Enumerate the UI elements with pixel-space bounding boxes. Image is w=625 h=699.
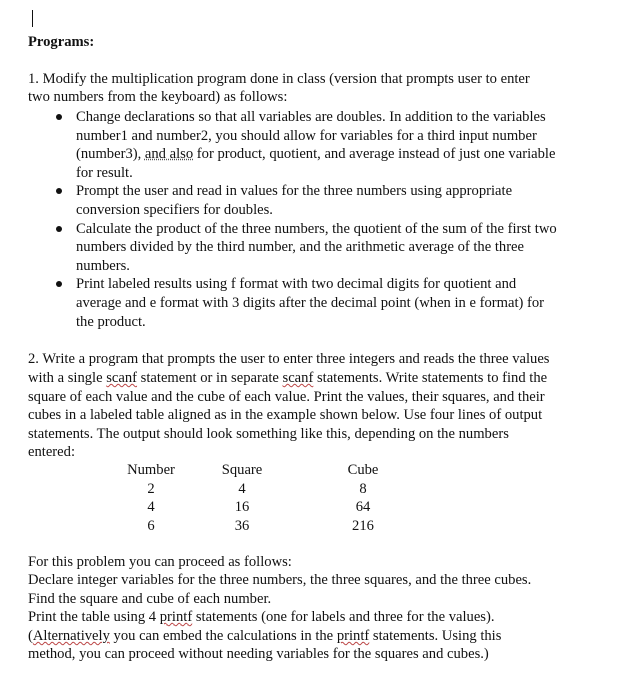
bullet-item	[28, 220, 614, 276]
text-run: (number3),	[76, 146, 145, 163]
text-cursor[interactable]	[32, 10, 33, 27]
text-run: statements. Write statements to find the	[313, 370, 548, 386]
text-run: for product, quotient, and average instead of just one variable	[193, 146, 556, 163]
problem2-line: cubes in a labeled table aligned as in the example shown below. Use four lines of output	[28, 407, 543, 423]
spell-flagged-text: Alternatively	[32, 628, 110, 644]
column-header-number: Number	[127, 462, 175, 478]
example-output-table	[118, 461, 426, 535]
problem1-intro-line: two numbers from the keyboard) as follows:	[28, 89, 288, 105]
problem2-line	[28, 369, 614, 388]
table-cell: 2	[147, 480, 155, 497]
table-cell: 36	[234, 517, 250, 534]
bullet-icon	[56, 114, 62, 120]
table-cell: 4	[238, 480, 246, 497]
bullet-line: conversion specifiers for doubles.	[76, 201, 273, 218]
bullet-line: numbers.	[76, 257, 130, 274]
instruction-line: method, you can proceed without needing variables for the squares and cubes.)	[28, 646, 489, 662]
problem1-intro-line: 1. Modify the multiplication program done in class (version that prompts user to enter	[28, 71, 530, 87]
text-run: statements. Using this	[369, 628, 502, 644]
table-cell: 6	[147, 517, 155, 534]
table-row	[118, 480, 426, 499]
spell-flagged-text: printf	[159, 609, 193, 625]
problem2-line: 2. Write a program that prompts the user to enter three integers and reads the three values	[28, 351, 550, 367]
bullet-line: Change declarations so that all variables are doubles. In addition to the variables	[76, 109, 546, 125]
bullet-line: Print labeled results using f format with two decimal digits for quotient and	[76, 276, 517, 293]
bullet-line: number1 and number2, you should allow for variables for a third input number	[76, 127, 537, 144]
table-cell: 64	[355, 499, 371, 516]
grammar-underlined-text: and also	[144, 146, 194, 163]
instruction-line	[28, 608, 614, 627]
bullet-item	[28, 108, 614, 182]
table-header-row	[118, 461, 426, 480]
text-run: statement or in separate	[137, 370, 283, 386]
bullet-item	[28, 275, 614, 331]
text-run: (	[28, 628, 33, 644]
problem2-line: statements. The output should look something like this, depending on the numbers	[28, 426, 509, 442]
spell-flagged-text: printf	[336, 628, 370, 644]
page-title: Programs:	[28, 34, 95, 50]
bullet-icon	[56, 188, 62, 194]
bullet-line: the product.	[76, 313, 146, 330]
instruction-line: Declare integer variables for the three numbers, the three squares, and the three cubes.	[28, 572, 532, 588]
text-run: Print the table using 4	[28, 609, 160, 625]
table-row	[118, 498, 426, 517]
text-run: statements (one for labels and three for the values).	[192, 609, 495, 625]
bullet-line: average and e format with 3 digits after the decimal point (when in e format) for	[76, 294, 545, 311]
bullet-line: numbers divided by the third number, and the arithmetic average of the three	[76, 239, 525, 256]
bullet-line: Prompt the user and read in values for the three numbers using appropriate	[76, 183, 513, 200]
text-run: with a single	[28, 370, 107, 386]
bullet-line: Calculate the product of the three numbers, the quotient of the sum of the first two	[76, 220, 557, 237]
instruction-line: Find the square and cube of each number.	[28, 591, 272, 607]
bullet-line: for result.	[76, 164, 133, 181]
bullet-icon	[56, 226, 62, 232]
problem2-line: square of each value and the cube of each value. Print the values, their squares, and their	[28, 389, 545, 405]
table-cell: 8	[359, 480, 367, 497]
bullet-icon	[56, 281, 62, 287]
text-run: you can embed the calculations in the	[109, 628, 337, 644]
table-cell: 16	[234, 499, 250, 516]
bullet-item	[28, 182, 614, 219]
spell-flagged-text: scanf	[106, 370, 138, 386]
instruction-line: For this problem you can proceed as follows:	[28, 554, 292, 570]
column-header-cube: Cube	[347, 462, 379, 478]
table-cell: 216	[352, 517, 374, 534]
spell-flagged-text: scanf	[282, 370, 314, 386]
column-header-square: Square	[221, 462, 263, 478]
table-cell: 4	[147, 499, 155, 516]
bullet-line	[76, 145, 614, 164]
table-row	[118, 517, 426, 536]
problem2-line: entered:	[28, 444, 75, 460]
instruction-line	[28, 627, 614, 646]
problem1-bullet-list	[28, 108, 614, 331]
